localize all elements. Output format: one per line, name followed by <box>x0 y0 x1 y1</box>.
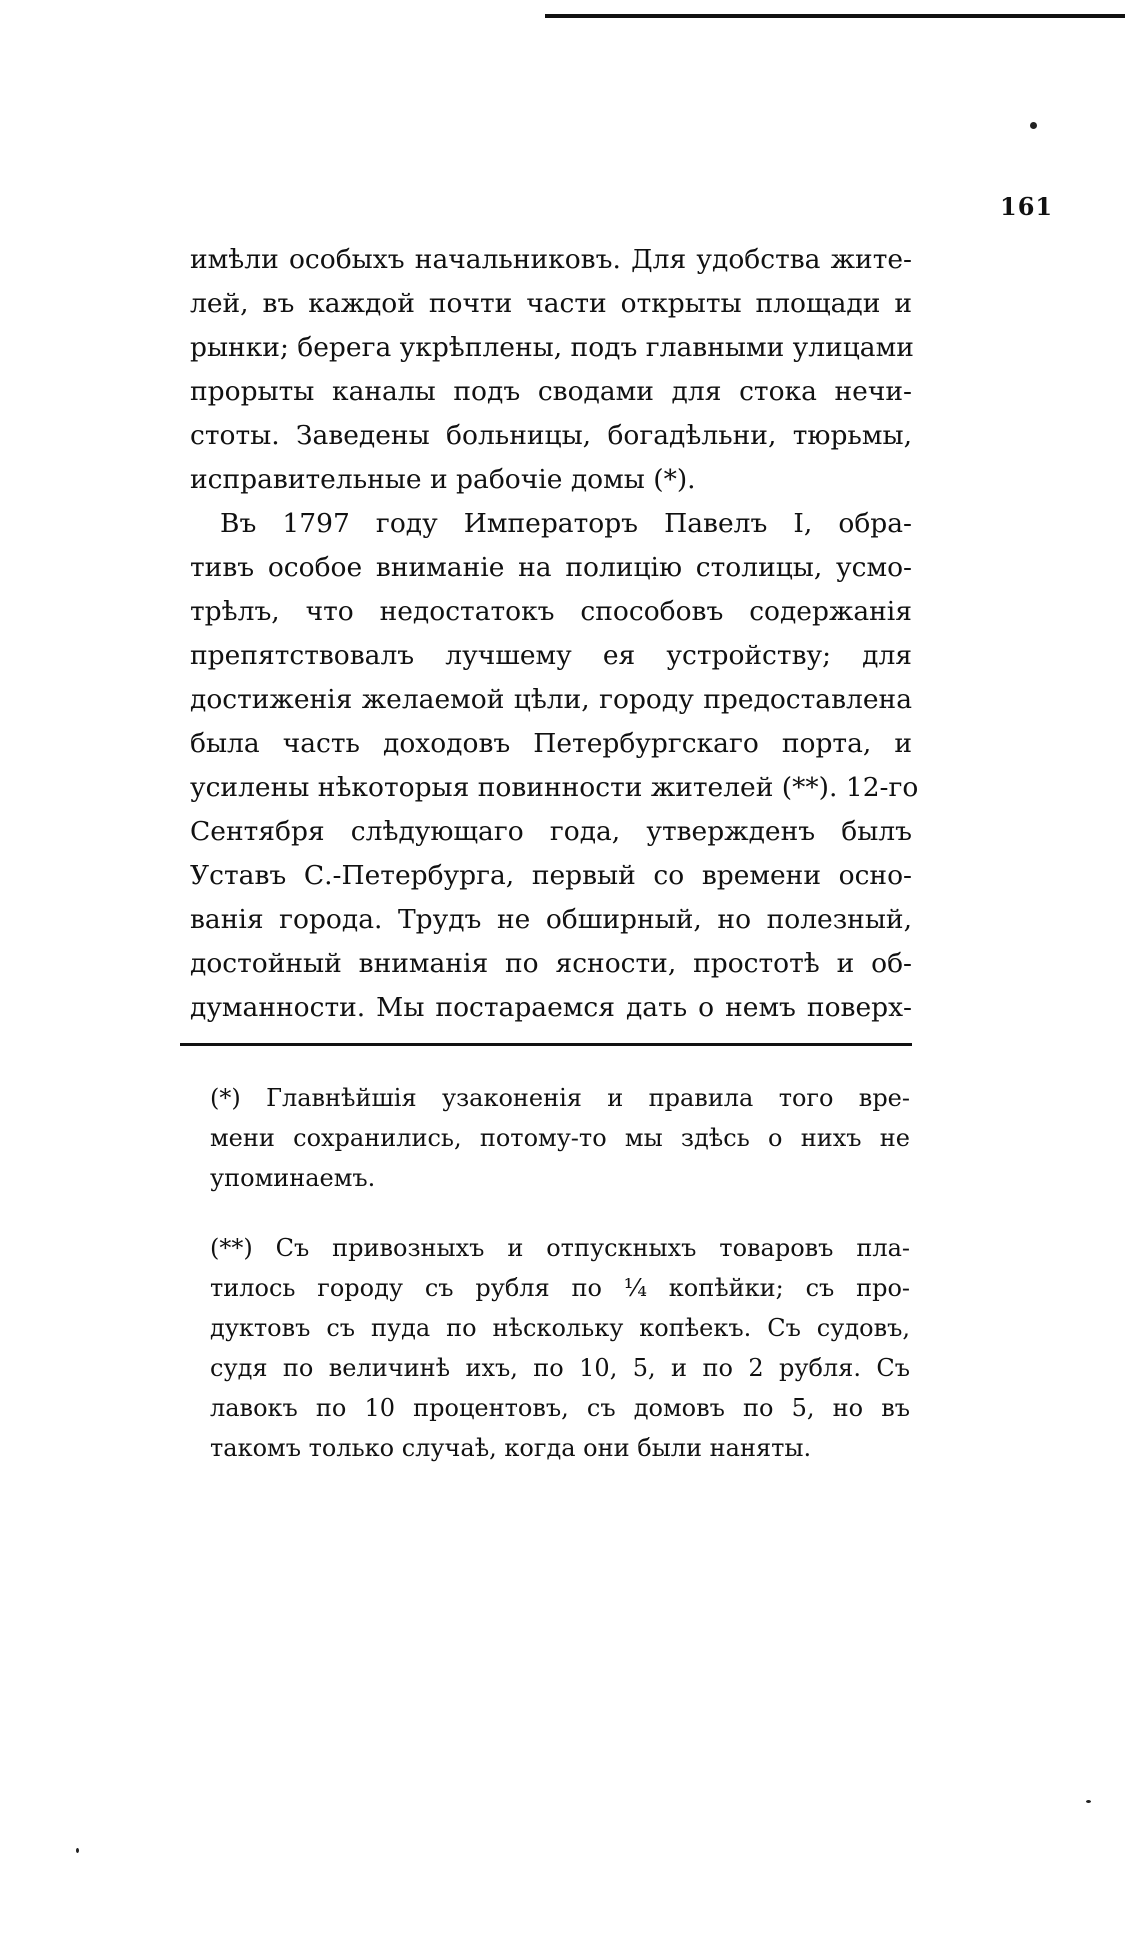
footnote-line: лавокъ по 10 процентовъ, съ домовъ по 5, но въ <box>210 1394 910 1422</box>
text-line: исправительные и рабочіе домы (*). <box>190 464 696 495</box>
footnote-line: упоминаемъ. <box>210 1164 376 1192</box>
text-line: тивъ особое вниманіе на полицію столицы, усмо- <box>190 552 912 583</box>
ink-speck <box>76 1848 79 1853</box>
footnote-line: (*) Главнѣйшія узаконенія и правила того вре- <box>210 1084 910 1112</box>
text-line: усилены нѣкоторыя повинности жителей (**). 12-го <box>190 772 919 803</box>
footnote-line: такомъ только случаѣ, когда они были наняты. <box>210 1434 812 1462</box>
text-line: прорыты каналы подъ сводами для стока нечи- <box>190 376 912 407</box>
footnote-line: (**) Съ привозныхъ и отпускныхъ товаровъ пла- <box>210 1234 910 1262</box>
text-line: трѣлъ, что недостатокъ способовъ содержанія <box>190 596 912 627</box>
ink-speck <box>1030 122 1037 129</box>
text-line: достиженія желаемой цѣли, городу предоставлена <box>190 684 912 715</box>
footnote-separator <box>180 1043 912 1046</box>
body-text <box>190 238 919 1030</box>
top-edge-rule <box>545 14 1125 18</box>
text-line: препятствовалъ лучшему ея устройству; для <box>190 640 912 671</box>
text-line: стоты. Заведены больницы, богадѣльни, тюрьмы, <box>190 420 912 451</box>
text-line: Въ 1797 году Императоръ Павелъ I, обра- <box>220 508 912 539</box>
footnote-line: дуктовъ съ пуда по нѣскольку копѣекъ. Съ судовъ, <box>210 1314 910 1342</box>
footnote-line: мени сохранились, потому-то мы здѣсь о нихъ не <box>210 1124 910 1152</box>
text-line: ванія города. Трудъ не обширный, но полезный, <box>190 904 912 935</box>
footnote-1 <box>210 1078 910 1198</box>
text-line: рынки; берега укрѣплены, подъ главными улицами <box>190 332 914 363</box>
footnote-line: судя по величинѣ ихъ, по 10, 5, и по 2 рубля. Съ <box>210 1354 910 1382</box>
text-line: имѣли особыхъ начальниковъ. Для удобства жите- <box>190 244 912 275</box>
footnote-line: тилось городу съ рубля по ¼ копѣйки; съ про- <box>210 1274 910 1302</box>
footnotes <box>210 1078 910 1468</box>
footnote-2 <box>210 1228 910 1468</box>
text-line: достойный вниманія по ясности, простотѣ и об- <box>190 948 912 979</box>
text-line: была часть доходовъ Петербургскаго порта, и <box>190 728 912 759</box>
ink-speck <box>1086 1800 1091 1803</box>
text-line: думанности. Мы постараемся дать о немъ поверх- <box>190 992 912 1023</box>
page-number: 161 <box>1000 192 1054 221</box>
text-line: лей, въ каждой почти части открыты площади и <box>190 288 912 319</box>
text-line: Сентября слѣдующаго года, утвержденъ былъ <box>190 816 912 847</box>
text-line: Уставъ С.-Петербурга, первый со времени осно- <box>190 860 912 891</box>
